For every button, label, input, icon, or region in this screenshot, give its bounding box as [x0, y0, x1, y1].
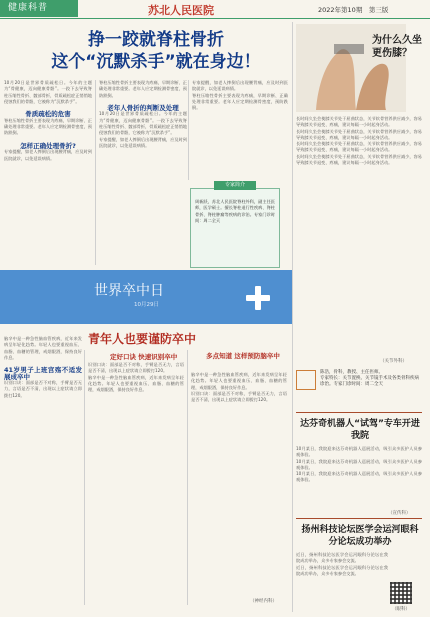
main-body-col3: 专家提醒，如老人摔倒后出现腰背痛，应及时到医院就诊，以免延误病情。 脊柱压缩性骨折主要表现为疼痛，早期诊断、正确处理非常重要。老年人应定期检测骨密度，预防跌倒。 [192, 80, 288, 111]
issue-label: 2022年第10期 第三版 [318, 6, 389, 14]
column-divider [95, 80, 96, 265]
right-expert [320, 370, 422, 388]
stroke-body-col2: 识别口诀：面部是否不对称，手臂是否无力，言语是否不清，出现以上症状请立即拨打120。 脑卒中是一种急性脑血管疾病，近年来发病呈年轻化趋势。年轻人也要重视血压、血脂、血糖的管理，戒烟限酒，保持良好作息。 [88, 362, 184, 393]
qr-code-icon [390, 582, 412, 604]
main-body-col2: 脊柱压缩性骨折主要表现为疼痛，早期诊断、正确处理非常重要。老年人应定期检测骨密度，预防跌倒。 老年人骨折的判断及处理 10月20日是世界骨质疏松日。今年的主题为“骨健康，迈向健康骨骼”。一跤下去导致脊柱压缩性骨折、髋部骨折，骨质疏松症正悄悄地侵蚀我们的骨骼，它被称为“沉默杀手”。 专家提醒，如老人摔倒后出现腰背痛，应及时到医院就诊，以免延误病情。 [99, 80, 187, 148]
knee-author: （关节外科） [380, 359, 407, 364]
news2-author: （眼科） [392, 607, 410, 612]
right-column-divider [292, 22, 293, 612]
sub-osteoporosis-harm: 骨质疏松的危害 [25, 110, 71, 119]
right-expert-detail: 专家特长：关节置换、关节镜手术及各类骨科疾病诊治。专家门诊时间：周二全天 [320, 376, 419, 387]
section-tab: 健康科普 [0, 0, 78, 17]
news1-body: 10月某日，我院迎来达芬奇机器人巡展活动，吸引众多医护人员参观体验。 10月某日，我院迎来达芬奇机器人巡展活动，吸引众多医护人员参观体验。 10月某日，我院迎来达芬奇机器人巡展活动，吸引众多医护人员参观体验。 [296, 446, 422, 483]
expert-tag: 专家简介 [214, 181, 256, 190]
knee-title: 为什么久坐更伤膝？ [372, 35, 422, 59]
section-rule [296, 412, 422, 413]
news1-title: 达芬奇机器人“试驾”专车开进我院 [300, 419, 420, 441]
sub-fracture-handling: 怎样正确处理骨折? [20, 141, 76, 150]
stroke-headline: 青年人也要谨防卒中 [88, 332, 197, 346]
sub-elderly-fracture: 老年人骨折的判断及处理 [107, 104, 179, 113]
column-divider [84, 350, 85, 605]
stroke-sub-identify: 定好口诀 快速识别卒中 [110, 353, 178, 361]
masthead: 苏北人民医院 [148, 4, 214, 17]
section-rule [296, 518, 422, 519]
headline-line1: 挣一跤就脊柱骨折 [88, 30, 224, 50]
banner-title: 世界卒中日 [94, 283, 164, 299]
banner-date: 10月29日 [134, 302, 159, 308]
stroke-sub-prevent: 多点知道 这样预防脑卒中 [206, 352, 280, 360]
expert-avatar-icon [296, 370, 316, 390]
news2-title: 扬州科技论坛医学会运河眼科分论坛成功举办 [301, 525, 419, 547]
knee-body: 长时间久坐会使膝关节处于屈曲状态，关节软骨营养供应减少，容易导致膝关节退变、疼痛，建议每隔一小时起身活动。 长时间久坐会使膝关节处于屈曲状态，关节软骨营养供应减少，容易导致膝关节退变、疼痛，建议每隔一小时起身活动。 长时间久坐会使膝关节处于屈曲状态，关节软骨营养供应减少，容易导致膝关节退变、疼痛，建议每隔一小时起身活动。 长时间久坐会使膝关节处于屈曲状态，关节软骨营养供应减少，容易导致膝关节退变、疼痛，建议每隔一小时起身活动。 [296, 116, 422, 166]
stroke-sub-case: 41岁男子上班宫殇不适发展成卒中 [4, 366, 82, 381]
stroke-body-col1: 脑卒中是一种急性脑血管疾病，近年来发病呈年轻化趋势。年轻人也要重视血压、血脂、血糖的管理，戒烟限酒，保持良好作息。 41岁男子上班宫殇不适发展成卒中 识别口诀：面部是否不对称，手臂是否无力，言语是否不清，出现以上症状请立即拨打120。 [4, 336, 82, 398]
news2-body: 近日，扬州科技论坛医学会运河眼科分论坛在我院成功举办，众多专家参会交流。 近日，扬州科技论坛医学会运河眼科分论坛在我院成功举办，众多专家参会交流。 [296, 552, 388, 576]
header-rule [0, 18, 430, 19]
column-divider [187, 350, 188, 605]
main-body-col1: 10月20日是世界骨质疏松日。今年的主题为“骨健康，迈向健康骨骼”。一跤下去导致脊柱压缩性骨折、髋部骨折，骨质疏松症正悄悄地侵蚀我们的骨骼，它被称为“沉默杀手”。 骨质疏松的危害 脊柱压缩性骨折主要表现为疼痛，早期诊断、正确处理非常重要。老年人应定期检测骨密度，预防跌倒。 怎样正确处理骨折? 专家提醒，如老人摔倒后出现腰背痛，应及时到医院就诊，以免延误病情。 [4, 80, 92, 161]
stroke-author: （神经内科） [250, 599, 277, 604]
headline-line2: 这个“沉默杀手”就在身边！ [51, 52, 261, 72]
column-divider [188, 80, 189, 180]
expert-box [190, 188, 280, 268]
right-expert-label: 陈浩，骨科，教授、主任医师。 [320, 370, 383, 375]
expert-text: 周新跃，苏北人民医院脊柱外科，副主任医师，医学硕士。擅长脊柱退行性疾病、脊柱骨折、脊柱肿瘤等疾病的诊治。专家门诊时间：周二全天 [195, 199, 275, 223]
stroke-body-col3: 脑卒中是一种急性脑血管疾病，近年来发病呈年轻化趋势。年轻人也要重视血压、血脂、血糖的管理，戒烟限酒，保持良好作息。 识别口诀：面部是否不对称，手臂是否无力，言语是否不清，出现以上症状请立即拨打120。 [191, 372, 287, 403]
medical-cross-icon [246, 286, 270, 310]
news1-author: （宣传科） [388, 511, 411, 516]
